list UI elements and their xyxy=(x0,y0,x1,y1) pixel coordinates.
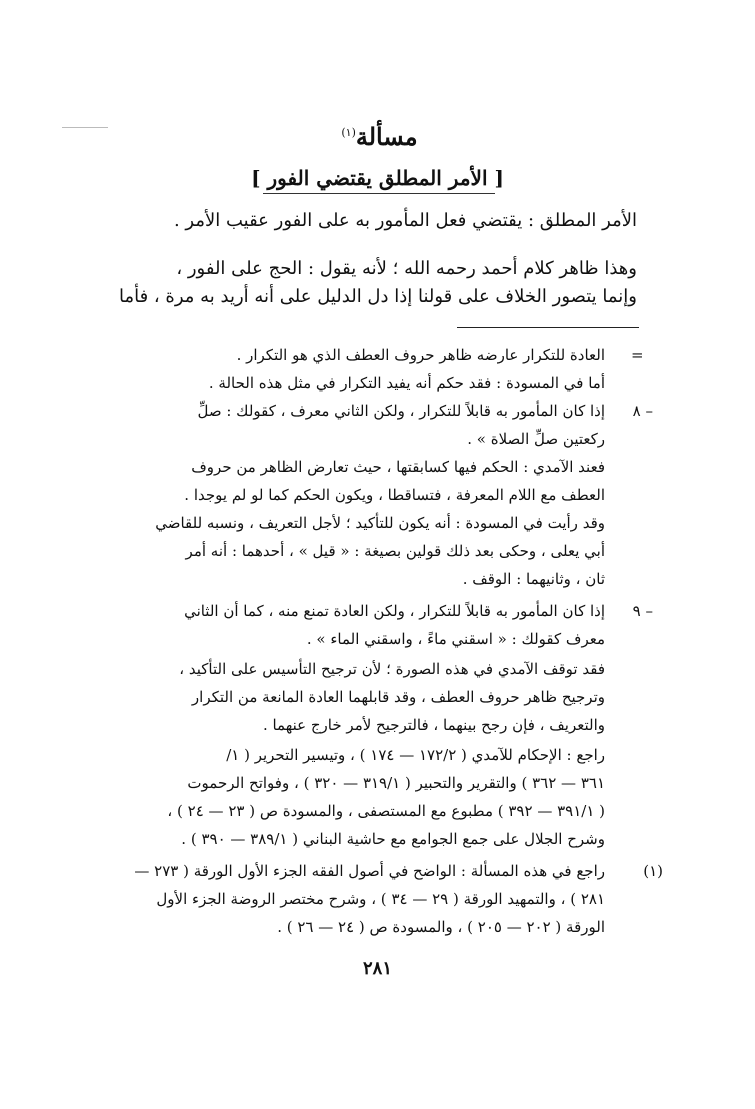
page-title xyxy=(0,118,755,152)
note-line: ٣٦١ — ٣٦٢ ) والتقرير والتحبير ( ٣١٩/١ — ٣٢٠ ) ، وفواتح الرحموت xyxy=(187,774,605,792)
note-line: ركعتين صلِّ الصلاة » . xyxy=(467,430,605,448)
continuation-mark: = xyxy=(631,346,644,364)
title-text: مسألة xyxy=(355,122,418,151)
footnote-line: راجع في هذه المسألة : الواضح في أصول الفقه الجزء الأول الورقة ( ٢٧٣ — xyxy=(134,862,605,880)
footnote-marker-1: (١) xyxy=(643,862,663,880)
note-line: العطف مع اللام المعرفة ، فتساقطا ، ويكون الحكم كما لو لم يوجدا . xyxy=(184,486,605,504)
title-footnote-ref: (١) xyxy=(341,126,356,139)
note-line: والتعريف ، فإن رجح بينهما ، فالترجيح لأمر خارج عنهما . xyxy=(262,716,605,734)
body-line: وهذا ظاهر كلام أحمد رحمه الله ؛ لأنه يقول : الحج على الفور ، xyxy=(176,258,637,279)
note-line: العادة للتكرار عارضه ظاهر حروف العطف الذي هو التكرار . xyxy=(236,346,605,364)
note-line: وقد رأيت في المسودة : أنه يكون للتأكيد ؛ لأجل التعريف ، ونسبه للقاضي xyxy=(155,514,605,532)
note-line: فقد توقف الآمدي في هذه الصورة ؛ لأن ترجيح التأسيس على التأكيد ، xyxy=(179,660,605,678)
note-line: وترجيح ظاهر حروف العطف ، وقد قابلهما العادة المانعة من التكرار xyxy=(191,688,605,706)
note-line: وشرح الجلال على جمع الجوامع مع حاشية البناني ( ٣٨٩/١ — ٣٩٠ ) . xyxy=(181,830,605,848)
section-subtitle: [ الأمر المطلق يقتضي الفور ] xyxy=(251,166,504,190)
footnote-line: الورقة ( ٢٠٢ — ٢٠٥ ) ، والمسودة ص ( ٢٤ — ٢٦ ) . xyxy=(277,918,605,936)
note-marker-9: ٩ – xyxy=(632,602,653,620)
subtitle-underline xyxy=(263,193,495,194)
page-number: ٢٨١ xyxy=(362,958,392,979)
body-line: الأمر المطلق : يقتضي فعل المأمور به على الفور عقيب الأمر . xyxy=(173,210,637,231)
note-line: إذا كان المأمور به قابلاً للتكرار ، ولكن الثاني معرف ، كقولك : صلِّ xyxy=(197,402,605,420)
note-marker-8: ٨ – xyxy=(632,402,653,420)
note-line: ثان ، وثانيهما : الوقف . xyxy=(462,570,605,588)
footnote-line: ٢٨١ ) ، والتمهيد الورقة ( ٢٩ — ٣٤ ) ، وشرح مختصر الروضة الجزء الأول xyxy=(156,890,605,908)
note-line: أبي يعلى ، وحكى بعد ذلك قولين بصيغة : « قيل » ، أحدهما : أنه أمر xyxy=(185,542,605,560)
body-line: وإنما يتصور الخلاف على قولنا إذا دل الدليل على أنه أريد به مرة ، فأما xyxy=(118,286,637,307)
note-line: معرف كقولك : « اسقني ماءً ، واسقني الماء » . xyxy=(306,630,605,648)
note-line: إذا كان المأمور به قابلاً للتكرار ، ولكن العادة تمنع منه ، كما أن الثاني xyxy=(184,602,605,620)
note-line: ( ٣٩١/١ — ٣٩٢ ) مطبوع مع المستصفى ، والمسودة ص ( ٢٣ — ٢٤ ) ، xyxy=(167,802,605,820)
footnote-separator xyxy=(457,327,639,328)
note-line: راجع : الإحكام للآمدي ( ١٧٢/٢ — ١٧٤ ) ، وتيسير التحرير ( ١/ xyxy=(226,746,605,764)
note-line: أما في المسودة : فقد حكم أنه يفيد التكرار في مثل هذه الحالة . xyxy=(208,374,605,392)
note-line: فعند الآمدي : الحكم فيها كسابقتها ، حيث تعارض الظاهر من حروف xyxy=(191,458,605,476)
